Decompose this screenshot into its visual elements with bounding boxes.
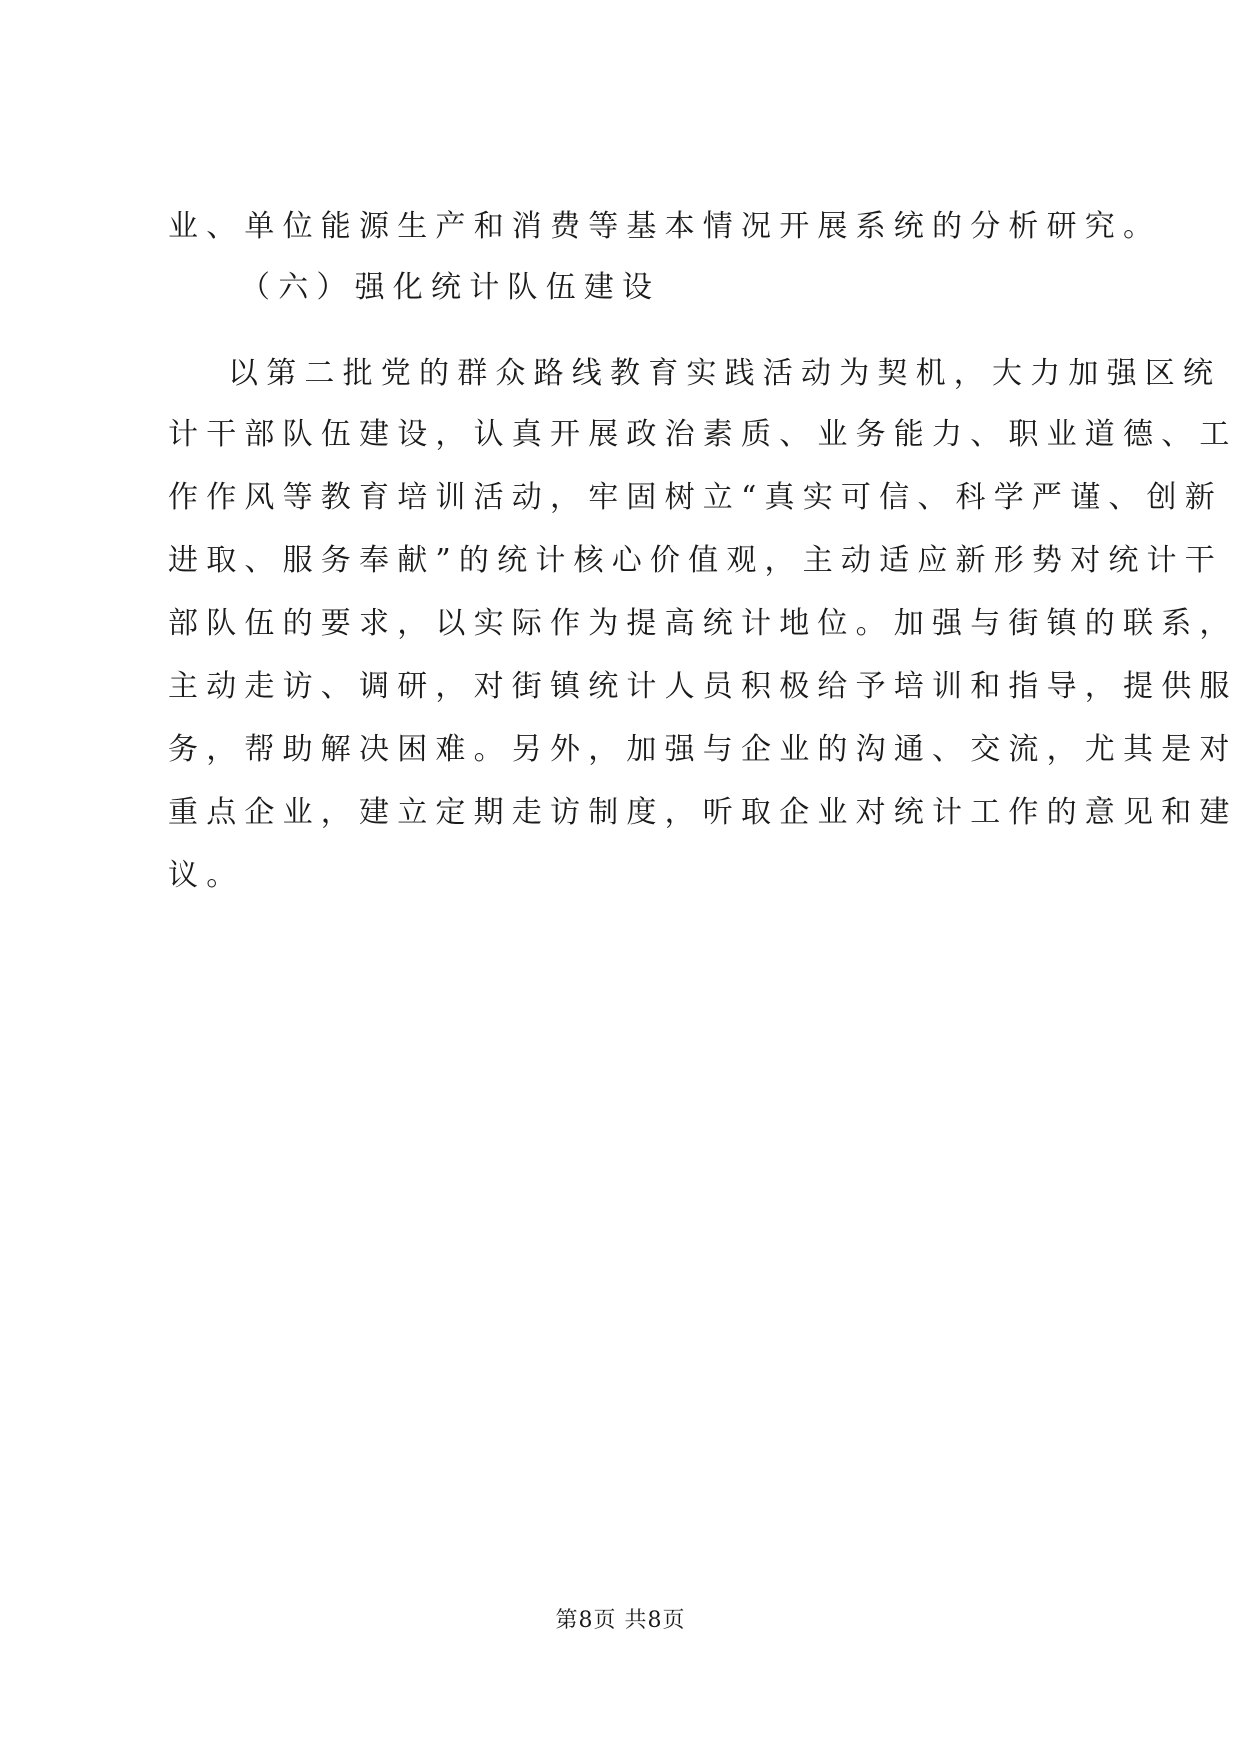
paragraph-line: 主动走访、调研，对街镇统计人员积极给予培训和指导，提供服 xyxy=(168,669,1238,704)
page-number-footer: 第8页 共8页 xyxy=(555,1608,686,1633)
paragraph-line: 计干部队伍建设，认真开展政治素质、业务能力、职业道德、工 xyxy=(168,417,1238,452)
section-heading: （六）强化统计队伍建设 xyxy=(240,270,661,305)
paragraph-line: 进取、服务奉献”的统计核心价值观，主动适应新形势对统计干 xyxy=(168,543,1223,578)
paragraph-line: 部队伍的要求，以实际作为提高统计地位。加强与街镇的联系， xyxy=(168,606,1238,641)
paragraph-continuation-line: 业、单位能源生产和消费等基本情况开展系统的分析研究。 xyxy=(168,209,1162,244)
paragraph-line: 议。 xyxy=(168,858,245,893)
paragraph-line: 作作风等教育培训活动，牢固树立“真实可信、科学严谨、创新 xyxy=(168,480,1223,515)
paragraph-line: 务，帮助解决困难。另外，加强与企业的沟通、交流，尤其是对 xyxy=(168,732,1238,767)
paragraph-line: 以第二批党的群众路线教育实践活动为契机，大力加强区统 xyxy=(228,356,1222,391)
paragraph-line: 重点企业，建立定期走访制度，听取企业对统计工作的意见和建 xyxy=(168,795,1238,830)
